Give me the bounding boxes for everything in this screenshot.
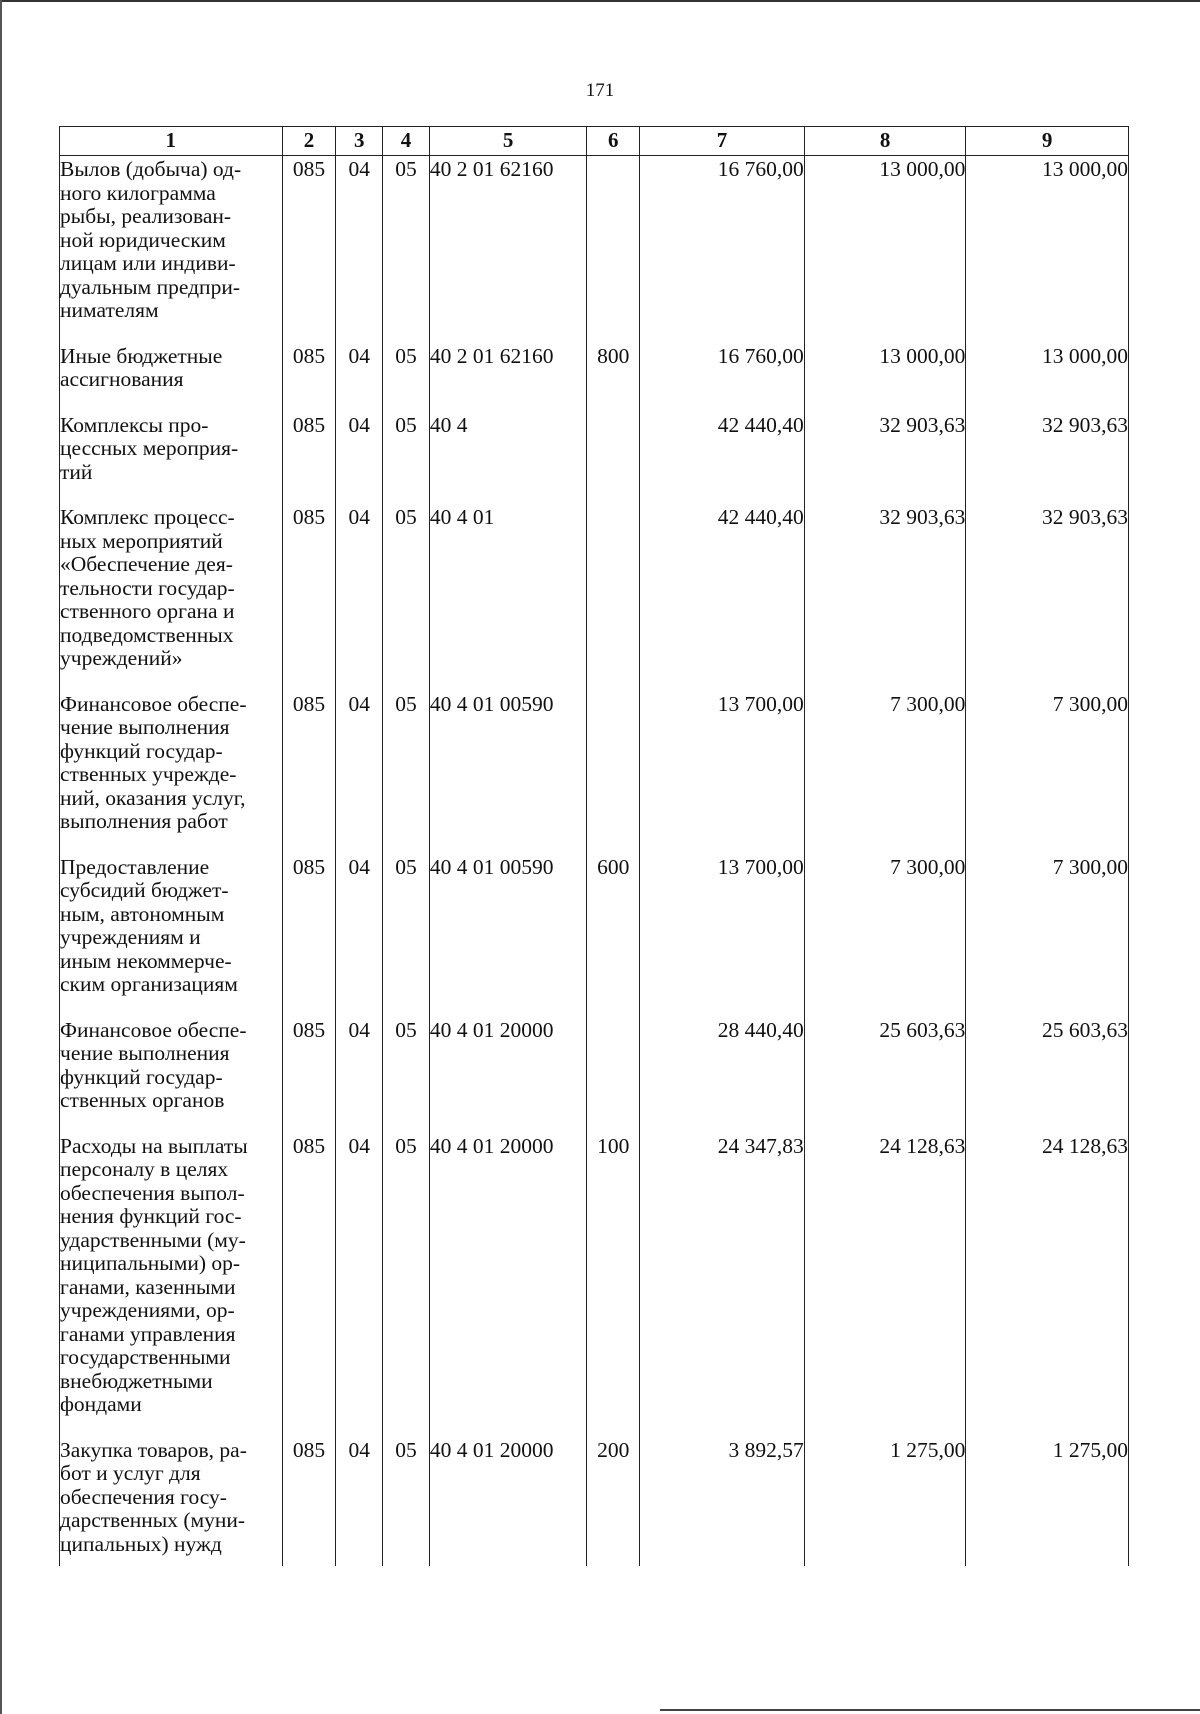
amount-year2-cell: 24 128,63: [804, 1135, 966, 1439]
expense-type-cell: 200: [587, 1439, 640, 1567]
ministry-code-cell: 085: [282, 506, 336, 693]
subsection-code-cell: 05: [383, 1019, 430, 1135]
ministry-code-cell: 085: [282, 345, 336, 414]
amount-year2-cell: 1 275,00: [804, 1439, 966, 1567]
column-header: 4: [383, 127, 430, 156]
table-row: [60, 1439, 1129, 1567]
target-article-cell: 40 4 01: [429, 506, 587, 693]
item-name-cell: Закупка товаров, ра- бот и услуг для обеспечения госу- дарственных (муни- ципальных) нужд: [60, 1439, 283, 1567]
section-code-cell: 04: [336, 1019, 383, 1135]
page-bottom-border: [660, 1709, 1200, 1711]
subsection-code-cell: 05: [383, 1439, 430, 1567]
target-article-cell: 40 4: [429, 414, 587, 507]
amount-year2-cell: 7 300,00: [804, 856, 966, 1019]
item-name-cell: Предоставление субсидий бюджет- ным, автономным учреждениям и иным некоммерче- ским организациям: [60, 856, 283, 1019]
amount-year3-cell: 13 000,00: [966, 156, 1129, 345]
target-article-cell: 40 4 01 20000: [429, 1019, 587, 1135]
amount-year3-cell: 25 603,63: [966, 1019, 1129, 1135]
expense-type-cell: [587, 693, 640, 856]
amount-year2-cell: 13 000,00: [804, 156, 966, 345]
amount-year3-cell: 13 000,00: [966, 345, 1129, 414]
target-article-cell: 40 4 01 00590: [429, 693, 587, 856]
expense-type-cell: [587, 414, 640, 507]
section-code-cell: 04: [336, 693, 383, 856]
table-row: [60, 1135, 1129, 1439]
table-body: [60, 156, 1129, 1567]
item-name-cell: Финансовое обеспе- чение выполнения функций государ- ственных учрежде- ний, оказания услуг, выполнения работ: [60, 693, 283, 856]
ministry-code-cell: 085: [282, 156, 336, 345]
subsection-code-cell: 05: [383, 414, 430, 507]
column-header: 5: [429, 127, 587, 156]
column-header: 1: [60, 127, 283, 156]
section-code-cell: 04: [336, 506, 383, 693]
target-article-cell: 40 4 01 00590: [429, 856, 587, 1019]
ministry-code-cell: 085: [282, 1135, 336, 1439]
target-article-cell: 40 2 01 62160: [429, 345, 587, 414]
expense-type-cell: [587, 506, 640, 693]
ministry-code-cell: 085: [282, 1439, 336, 1567]
table-row: [60, 1019, 1129, 1135]
amount-year1-cell: 28 440,40: [640, 1019, 805, 1135]
amount-year2-cell: 32 903,63: [804, 506, 966, 693]
section-code-cell: 04: [336, 414, 383, 507]
table-row: [60, 856, 1129, 1019]
ministry-code-cell: 085: [282, 693, 336, 856]
column-header: 8: [804, 127, 966, 156]
column-header: 6: [587, 127, 640, 156]
amount-year1-cell: 42 440,40: [640, 414, 805, 507]
item-name-cell: Вылов (добыча) од- ного килограмма рыбы, реализован- ной юридическим лицам или индиви- дуальным предпри- нимателям: [60, 156, 283, 345]
expense-type-cell: [587, 1019, 640, 1135]
table-row: [60, 156, 1129, 345]
ministry-code-cell: 085: [282, 856, 336, 1019]
column-header: 9: [966, 127, 1129, 156]
item-name-cell: Комплексы про- цессных мероприя- тий: [60, 414, 283, 507]
column-header: 7: [640, 127, 805, 156]
amount-year3-cell: 1 275,00: [966, 1439, 1129, 1567]
subsection-code-cell: 05: [383, 856, 430, 1019]
table-row: [60, 506, 1129, 693]
item-name-cell: Иные бюджетные ассигнования: [60, 345, 283, 414]
target-article-cell: 40 4 01 20000: [429, 1439, 587, 1567]
expense-type-cell: 800: [587, 345, 640, 414]
table-header-row: [60, 127, 1129, 156]
expense-type-cell: 600: [587, 856, 640, 1019]
expense-type-cell: 100: [587, 1135, 640, 1439]
column-header: 3: [336, 127, 383, 156]
amount-year2-cell: 25 603,63: [804, 1019, 966, 1135]
target-article-cell: 40 2 01 62160: [429, 156, 587, 345]
amount-year2-cell: 7 300,00: [804, 693, 966, 856]
subsection-code-cell: 05: [383, 345, 430, 414]
table-row: [60, 345, 1129, 414]
amount-year1-cell: 16 760,00: [640, 156, 805, 345]
column-header: 2: [282, 127, 336, 156]
target-article-cell: 40 4 01 20000: [429, 1135, 587, 1439]
amount-year3-cell: 32 903,63: [966, 414, 1129, 507]
section-code-cell: 04: [336, 156, 383, 345]
expense-type-cell: [587, 156, 640, 345]
amount-year3-cell: 7 300,00: [966, 693, 1129, 856]
item-name-cell: Комплекс процесс- ных мероприятий «Обеспечение дея- тельности государ- ственного органа и подведомственных учреждений»: [60, 506, 283, 693]
budget-table: [59, 126, 1129, 1566]
amount-year1-cell: 42 440,40: [640, 506, 805, 693]
section-code-cell: 04: [336, 1439, 383, 1567]
page-top-border: [0, 0, 1200, 2]
table-row: [60, 414, 1129, 507]
section-code-cell: 04: [336, 856, 383, 1019]
table-row: [60, 693, 1129, 856]
subsection-code-cell: 05: [383, 506, 430, 693]
amount-year1-cell: 13 700,00: [640, 693, 805, 856]
subsection-code-cell: 05: [383, 156, 430, 345]
section-code-cell: 04: [336, 345, 383, 414]
amount-year2-cell: 13 000,00: [804, 345, 966, 414]
page-number: 171: [585, 80, 615, 101]
amount-year2-cell: 32 903,63: [804, 414, 966, 507]
item-name-cell: Финансовое обеспе- чение выполнения функций государ- ственных органов: [60, 1019, 283, 1135]
amount-year3-cell: 7 300,00: [966, 856, 1129, 1019]
amount-year1-cell: 16 760,00: [640, 345, 805, 414]
amount-year1-cell: 24 347,83: [640, 1135, 805, 1439]
amount-year3-cell: 24 128,63: [966, 1135, 1129, 1439]
amount-year1-cell: 13 700,00: [640, 856, 805, 1019]
item-name-cell: Расходы на выплаты персоналу в целях обеспечения выпол- нения функций гос- ударственными (му- ниципальными) ор- ганами, казенными учреждениями, ор- ганами управления государственными внебюджетными фондами: [60, 1135, 283, 1439]
ministry-code-cell: 085: [282, 414, 336, 507]
page-left-border: [0, 0, 2, 1714]
subsection-code-cell: 05: [383, 1135, 430, 1439]
amount-year1-cell: 3 892,57: [640, 1439, 805, 1567]
subsection-code-cell: 05: [383, 693, 430, 856]
ministry-code-cell: 085: [282, 1019, 336, 1135]
section-code-cell: 04: [336, 1135, 383, 1439]
amount-year3-cell: 32 903,63: [966, 506, 1129, 693]
